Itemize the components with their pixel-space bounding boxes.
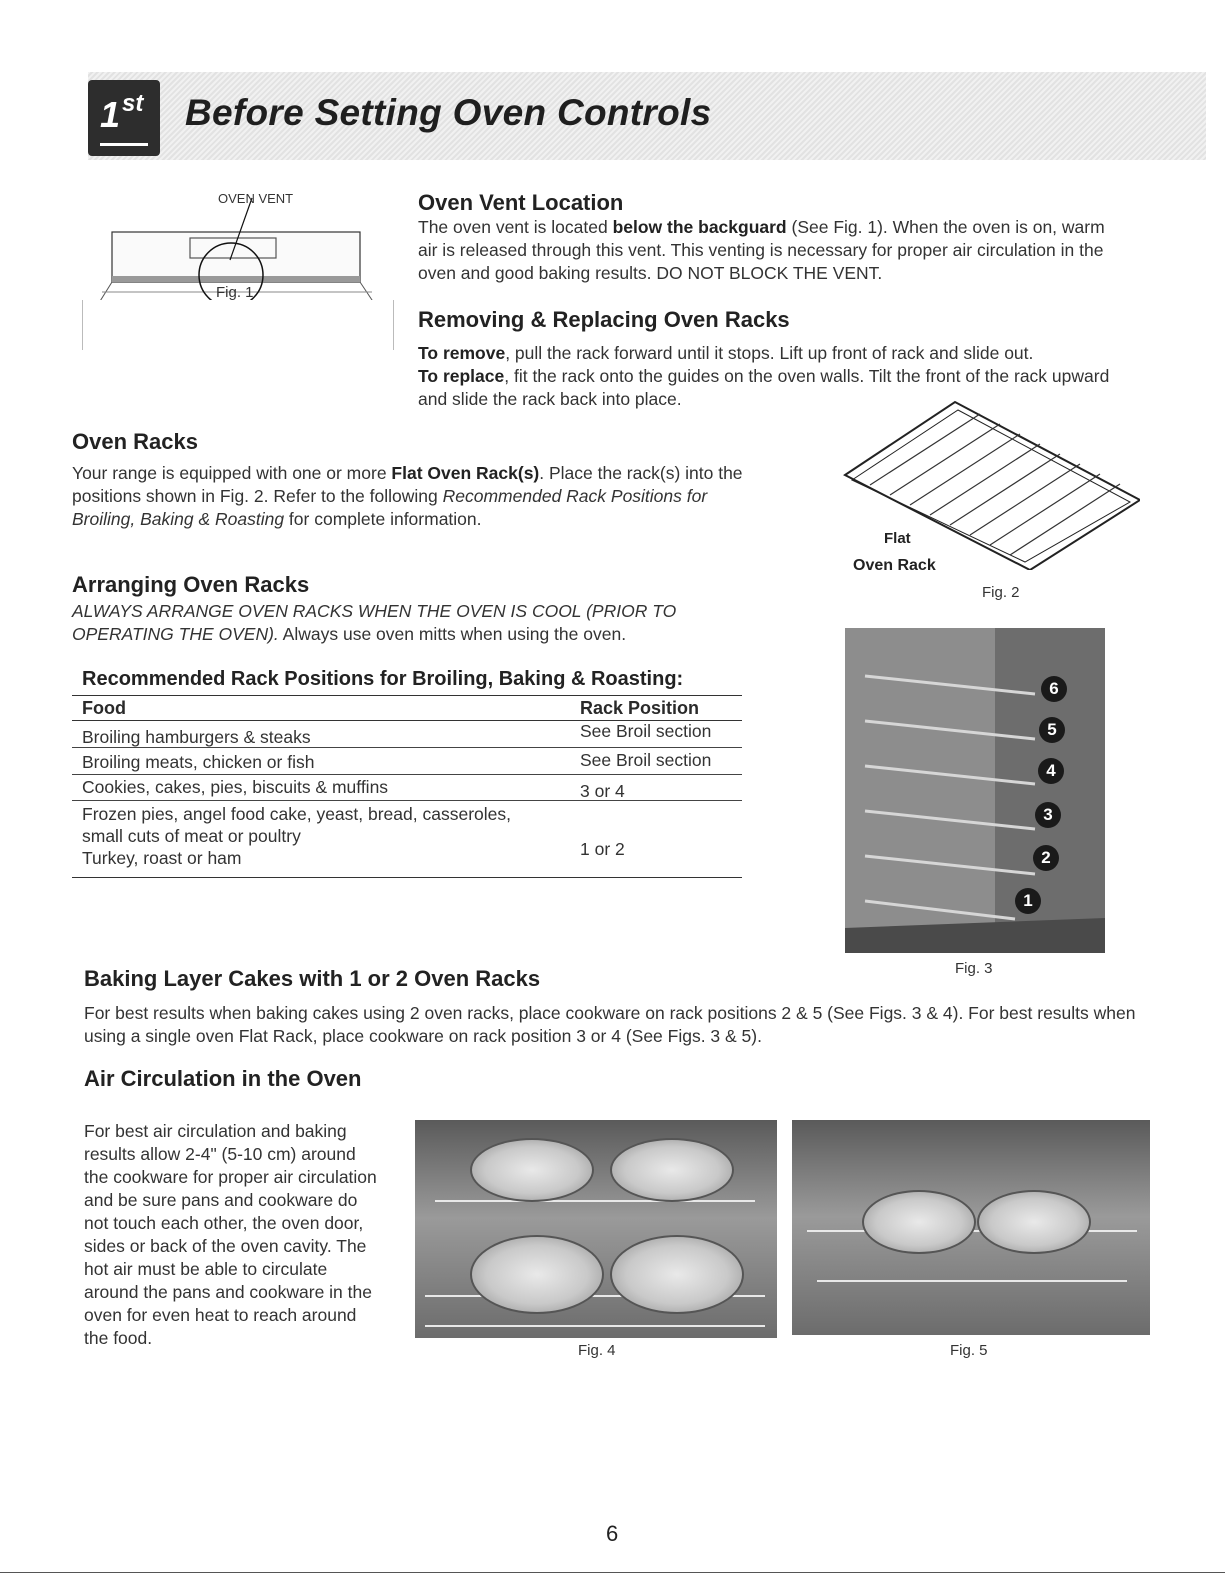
arranging-text: ALWAYS ARRANGE OVEN RACKS WHEN THE OVEN IS COOL (PRIOR TO OPERATING THE OVEN). Always use oven mitts when using the oven.: [72, 601, 677, 644]
cake-pan-icon: [610, 1138, 734, 1202]
fig2-label-flat: Flat: [884, 530, 911, 547]
fig5-caption: Fig. 5: [950, 1342, 988, 1359]
food-cell: small cuts of meat or poultry: [82, 826, 301, 846]
fig1-frame: [82, 300, 394, 350]
position-cell: 1 or 2: [580, 839, 625, 859]
badge-number: 1: [100, 94, 121, 135]
cake-pan-icon: [862, 1190, 976, 1254]
air-circulation-heading: Air Circulation in the Oven: [84, 1066, 362, 1091]
fig2-label-oven-rack: Oven Rack: [853, 557, 936, 574]
fig2-caption: Fig. 2: [982, 584, 1020, 601]
removing-text: To remove, pull the rack forward until it stops. Lift up front of rack and slide out. To replace, fit the rack onto the guides on the oven walls. Tilt the front of the rack upward and slide the rack back into place.: [418, 343, 1110, 409]
page-title: Before Setting Oven Controls: [185, 92, 712, 133]
fig1-callout: OVEN VENT: [218, 191, 294, 206]
table-row: [72, 801, 742, 878]
position-cell: See Broil section: [580, 721, 712, 741]
cake-pan-icon: [470, 1138, 594, 1202]
removing-heading: Removing & Replacing Oven Racks: [418, 307, 790, 332]
fig3-caption: Fig. 3: [955, 960, 993, 977]
food-cell: Frozen pies, angel food cake, yeast, bread, casseroles,: [82, 804, 511, 824]
table-row: [72, 775, 742, 801]
rack-position-1-badge: 1: [1015, 888, 1041, 914]
fig4-two-rack-photo: [415, 1120, 777, 1338]
table-title: Recommended Rack Positions for Broiling, Baking & Roasting:: [72, 668, 742, 696]
column-header-food: Food: [82, 698, 126, 718]
rack-position-3-badge: 3: [1035, 802, 1061, 828]
food-cell: Turkey, roast or ham: [82, 848, 242, 868]
food-cell: Broiling meats, chicken or fish: [82, 752, 315, 772]
position-cell: 3 or 4: [580, 781, 625, 801]
badge-suffix: st: [122, 90, 144, 117]
cake-pan-icon: [470, 1235, 604, 1314]
air-circulation-text: For best air circulation and baking results allow 2-4" (5-10 cm) around the cookware for proper air circulation and be sure pans and cookware do not touch each other, the oven door, sides or back of the oven cavity. The hot air must be able to circulate around the pans and cookware in the oven for even heat to reach around the food.: [84, 1121, 377, 1348]
oven-racks-text: Your range is equipped with one or more Flat Oven Rack(s). Place the rack(s) into the positions shown in Fig. 2. Refer to the following Recommended Rack Positions for Broiling, Baking & Roasting for complete information.: [72, 463, 743, 529]
oven-vent-text: The oven vent is located below the backguard (See Fig. 1). When the oven is on, warm air is released through this vent. This venting is necessary for proper air circulation in the oven and good baking results. DO NOT BLOCK THE VENT.: [418, 217, 1105, 283]
table-row: [72, 721, 742, 748]
rack-positions-table: [72, 668, 742, 878]
position-cell: See Broil section: [580, 750, 712, 770]
rack-position-5-badge: 5: [1039, 717, 1065, 743]
rack-position-4-badge: 4: [1038, 758, 1064, 784]
first-badge-icon: [88, 80, 160, 156]
food-cell: Cookies, cakes, pies, biscuits & muffins: [82, 777, 389, 797]
fig5-one-rack-photo: [792, 1120, 1150, 1335]
bottom-rule: [0, 1572, 1225, 1573]
table-header-row: [72, 696, 742, 721]
fig1-caption: Fig. 1: [216, 284, 254, 301]
rack-position-2-badge: 2: [1033, 845, 1059, 871]
arranging-heading: Arranging Oven Racks: [72, 572, 310, 597]
fig3-oven-photo: [845, 628, 1105, 953]
column-header-rack-position: Rack Position: [580, 698, 700, 718]
baking-text: For best results when baking cakes using 2 oven racks, place cookware on rack positions 2 & 5 (See Figs. 3 & 4). For best results when using a single oven Flat Rack, place cookware on rack position 3 or 4 (See Figs. 3 & 5).: [84, 1003, 1136, 1046]
table-row: [72, 748, 742, 775]
oven-racks-heading: Oven Racks: [72, 429, 198, 454]
oven-vent-heading: Oven Vent Location: [418, 190, 624, 215]
fig4-caption: Fig. 4: [578, 1342, 616, 1359]
page-number: 6: [606, 1521, 619, 1546]
baking-heading: Baking Layer Cakes with 1 or 2 Oven Racks: [84, 966, 541, 991]
rack-position-6-badge: 6: [1041, 676, 1067, 702]
cake-pan-icon: [977, 1190, 1091, 1254]
cake-pan-icon: [610, 1235, 744, 1314]
food-cell: Broiling hamburgers & steaks: [82, 727, 311, 747]
